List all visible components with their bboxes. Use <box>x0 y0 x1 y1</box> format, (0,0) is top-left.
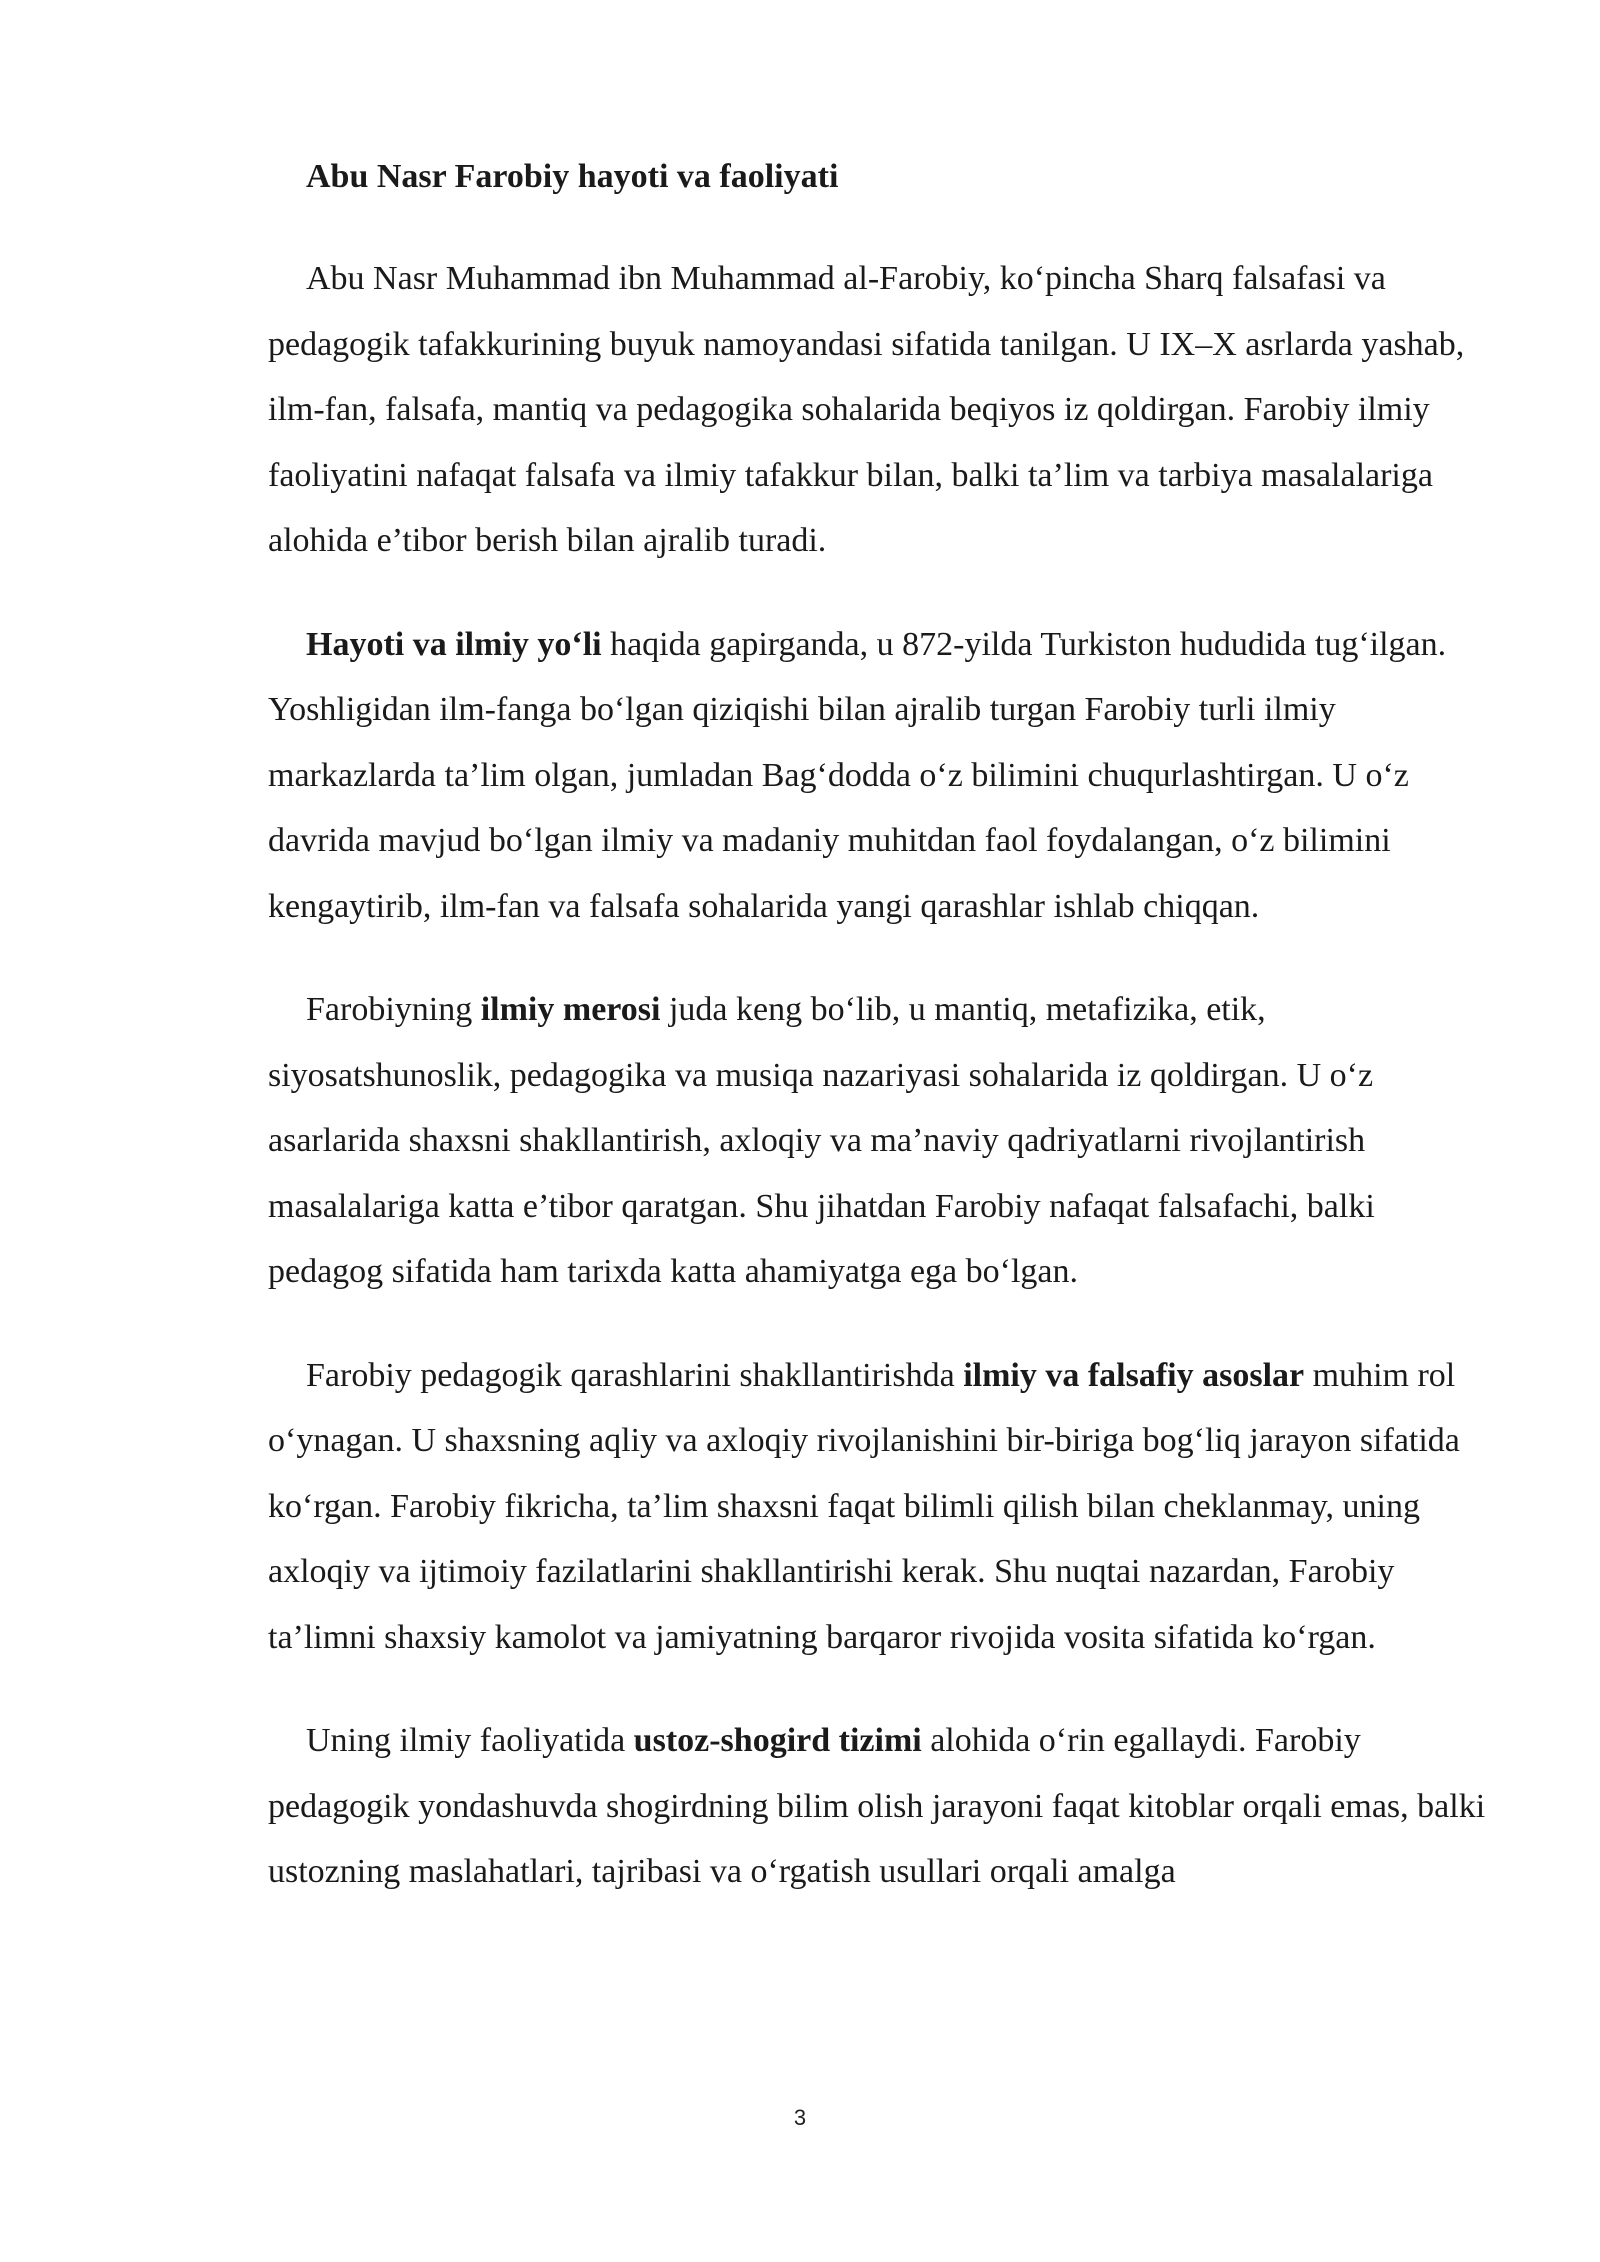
paragraph-5-text-after: alohida o‘rin egallaydi. Farobiy pedagogik yondashuvda shogirdning bilim olish jarayoni faqat kitoblar orqali emas, balki ustozning maslahatlari, tajribasi va o‘rgatish usullari orqali amalga <box>268 1722 1486 1890</box>
paragraph-4-text-after: muhim rol o‘ynagan. U shaxsning aqliy va axloqiy rivojlanishini bir-biriga bog‘liq jarayon sifatida ko‘rgan. Farobiy fikricha, ta’lim shaxsni faqat bilimli qilish bilan cheklanmay, uning axloqiy va ijtimoiy fazilatlarini shakllantirishi kerak. Shu nuqtai nazardan, Farobiy ta’limni shaxsiy kamolot va jamiyatning barqaror rivojida vosita sifatida ko‘rgan. <box>268 1356 1460 1656</box>
paragraph-3 <box>268 977 1498 1305</box>
paragraph-3-text-after: juda keng bo‘lib, u mantiq, metafizika, etik, siyosatshunoslik, pedagogika va musiqa nazariyasi sohalarida iz qoldirgan. U o‘z asarlarida shaxsni shakllantirish, axloqiy va ma’naviy qadriyatlarni rivojlantirish masalalariga katta e’tibor qaratgan. Shu jihatdan Farobiy nafaqat falsafachi, balki pedagog sifatida ham tarixda katta ahamiyatga ega bo‘lgan. <box>268 991 1375 1290</box>
paragraph-3-bold: ilmiy merosi <box>480 991 661 1028</box>
paragraph-4-text-before: Farobiy pedagogik qarashlarini shakllantirishda <box>306 1356 964 1394</box>
paragraph-2-bold: Hayoti va ilmiy yo‘li <box>306 625 602 663</box>
paragraph-1-text: Abu Nasr Muhammad ibn Muhammad al-Farobiy, ko‘pincha Sharq falsafasi va pedagogik tafakkurining buyuk namoyandasi sifatida tanilgan. U IX–X asrlarda yashab, ilm-fan, falsafa, mantiq va pedagogika sohalarida beqiyos iz qoldirgan. Farobiy ilmiy faoliyatini nafaqat falsafa va ilmiy tafakkur bilan, balki ta’lim va tarbiya masalalariga alohida e’tibor berish bilan ajralib turadi. <box>268 260 1465 559</box>
section-heading: Abu Nasr Farobiy hayoti va faoliyati <box>306 158 839 195</box>
paragraph-2-text-after: haqida gapirganda, u 872-yilda Turkiston hududida tug‘ilgan. Yoshligidan ilm-fanga bo‘lgan qiziqishi bilan ajralib turgan Farobiy turli ilmiy markazlarda ta’lim olgan, jumladan Bag‘dodda o‘z bilimini chuqurlashtirgan. U o‘z davrida mavjud bo‘lgan ilmiy va madaniy muhitdan faol foydalangan, o‘z bilimini kengaytirib, ilm-fan va falsafa sohalarida yangi qarashlar ishlab chiqqan. <box>268 625 1447 925</box>
paragraph-1 <box>268 246 1498 574</box>
paragraph-5-text-before: Uning ilmiy faoliyatida <box>306 1722 634 1759</box>
paragraph-4-bold: ilmiy va falsafiy asoslar <box>963 1356 1305 1394</box>
paragraph-3-text-before: Farobiyning <box>306 991 481 1028</box>
paragraph-4 <box>268 1343 1498 1671</box>
paragraph-2 <box>268 612 1498 940</box>
paragraph-5-bold: ustoz-shogird tizimi <box>633 1722 922 1759</box>
page-number: 3 <box>793 2105 807 2130</box>
page-content <box>268 148 1498 1943</box>
paragraph-5 <box>268 1708 1498 1905</box>
